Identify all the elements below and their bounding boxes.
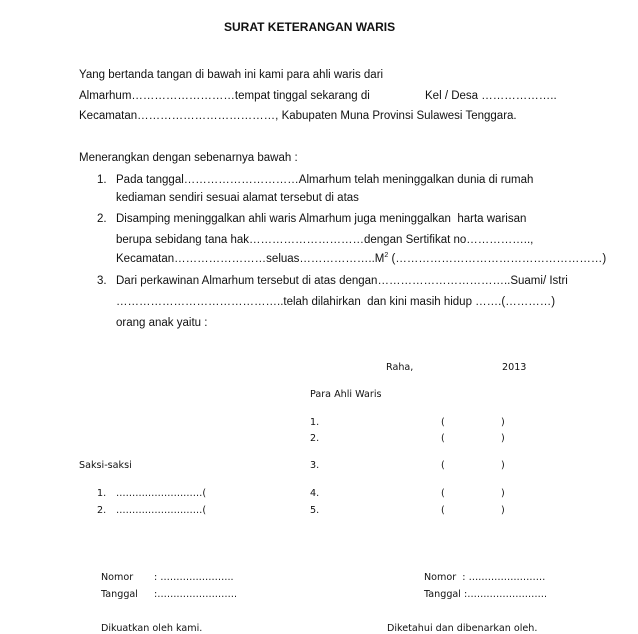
heir-number: 1. <box>310 417 320 428</box>
heir-close-paren: ) <box>501 417 505 428</box>
document-title: SURAT KETERANGAN WARIS <box>224 20 396 34</box>
item-number: 1. <box>97 174 107 186</box>
witness-heading: Saksi-saksi <box>79 460 132 471</box>
heir-open-paren: ( <box>441 488 445 499</box>
nomor-value: : ………………….. <box>154 572 234 583</box>
heir-number: 3. <box>310 460 320 471</box>
heir-open-paren: ( <box>441 433 445 444</box>
item-line: Pada tanggal…………………………Almarhum telah meninggalkan dunia di rumah <box>116 174 534 186</box>
item-line: orang anak yaitu : <box>116 317 208 329</box>
witness-number: 2. <box>97 505 107 516</box>
heir-close-paren: ) <box>501 488 505 499</box>
tanggal-label: Tanggal <box>101 589 138 600</box>
heir-number: 4. <box>310 488 320 499</box>
nomor-label: Nomor <box>101 572 134 583</box>
heir-close-paren: ) <box>501 505 505 516</box>
year-label: 2013 <box>502 362 527 373</box>
intro-line-3: Kecamatan………………………………, Kabupaten Muna Provinsi Sulawesi Tenggara. <box>79 110 517 122</box>
left-footer: Dikuatkan oleh kami. <box>101 623 203 634</box>
heir-close-paren: ) <box>501 433 505 444</box>
heir-number: 2. <box>310 433 320 444</box>
heir-open-paren: ( <box>441 417 445 428</box>
item-number: 3. <box>97 275 107 287</box>
heir-open-paren: ( <box>441 460 445 471</box>
item-line: Disamping meninggalkan ahli waris Almarhum juga meninggalkan harta warisan <box>116 213 527 225</box>
item-line: Dari perkawinan Almarhum tersebut di atas dengan……………………………..Suami/ Istri <box>116 275 568 287</box>
intro-line-2: Almarhum………………………tempat tinggal sekarang di <box>79 90 370 102</box>
place-label: Raha, <box>386 362 414 373</box>
heirs-heading: Para Ahli Waris <box>310 389 382 400</box>
intro-line-1: Yang bertanda tangan di bawah ini kami para ahli waris dari <box>79 69 384 81</box>
right-tanggal: Tanggal :……………………. <box>424 589 548 600</box>
item-line: ……………………………………..telah dilahirkan dan kini masih hidup …….(…………) <box>116 296 556 308</box>
item-line-area: $Kecamatan\dots\dots\dots\dots\dots\dots\dots\dots seluas\dots\dots\dots\dots\dots\dots..M^2$ (………………………………………………) <box>116 252 607 265</box>
item-number: 2. <box>97 213 107 225</box>
witness-number: 1. <box>97 488 107 499</box>
intro-line-2-village: Kel / Desa ……………….. <box>425 90 557 102</box>
heir-number: 5. <box>310 505 320 516</box>
right-footer: Diketahui dan dibenarkan oleh. <box>387 623 538 634</box>
item-line: kediaman sendiri sesuai alamat tersebut di atas <box>116 192 359 204</box>
heir-open-paren: ( <box>441 505 445 516</box>
heir-close-paren: ) <box>501 460 505 471</box>
witness-line: ………………………( <box>116 488 207 499</box>
witness-line: ………………………( <box>116 505 207 516</box>
item-line: berupa sebidang tana hak…………………………dengan Sertifikat no…………….., <box>116 234 534 246</box>
tanggal-value: :……………………. <box>154 589 238 600</box>
statement-heading: Menerangkan dengan sebenarnya bawah : <box>79 152 298 164</box>
right-nomor: Nomor : …………………… <box>424 572 546 583</box>
